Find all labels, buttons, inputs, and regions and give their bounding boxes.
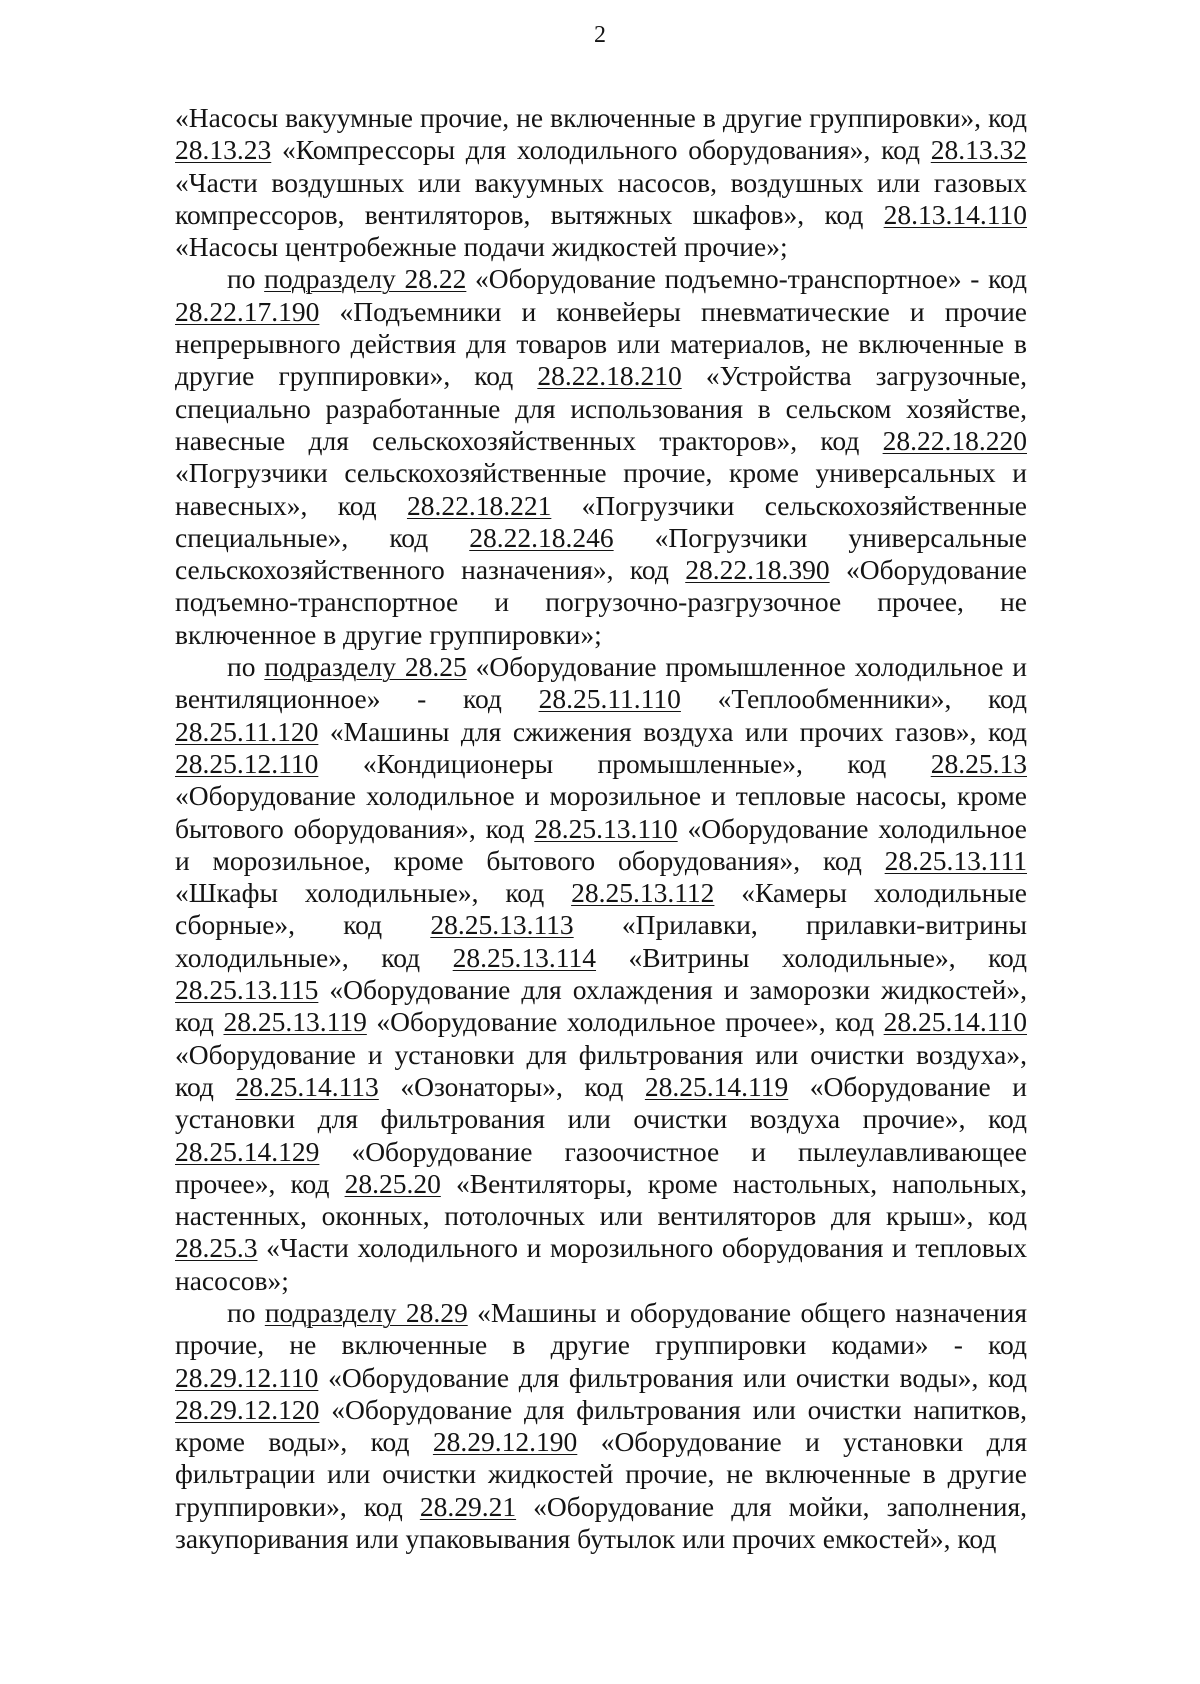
code-reference: подразделу 28.22 (264, 263, 467, 295)
code-reference: 28.25.11.120 (175, 715, 319, 747)
text-run: «Погрузчики сельскохозяйственные прочие, кроме универсальных и навесных», код (175, 457, 1027, 521)
text-run: «Оборудование и установки для фильтрования или очистки воздуха», код (175, 1038, 1027, 1102)
text-run: «Оборудование подъемно-транспортное» - код (466, 263, 1027, 295)
text-run: по (227, 1296, 265, 1328)
code-reference: 28.22.18.246 (469, 521, 614, 553)
document-body (175, 102, 1027, 1555)
code-reference: 28.29.12.120 (175, 1393, 320, 1425)
text-run: «Погрузчики универсальные сельскохозяйственного назначения», код (175, 521, 1027, 586)
code-reference: 28.25.13.115 (175, 974, 319, 1006)
code-reference: 28.29.12.110 (175, 1361, 319, 1393)
text-run: «Насосы вакуумные прочие, не включенные в другие группировки», код (175, 102, 1027, 133)
code-reference: 28.25.13.110 (534, 812, 678, 844)
text-run: «Насосы центробежные подачи жидкостей прочие»; (175, 231, 788, 263)
code-reference: 28.25.14.119 (644, 1070, 789, 1102)
text-run: «Оборудование для охлаждения и заморозки жидкостей», код (175, 974, 1027, 1038)
text-run: «Оборудование для фильтрования или очистки напитков, кроме воды», код (175, 1393, 1027, 1458)
text-run: «Оборудование и установки для фильтрации или очистки жидкостей прочие, не включенные в другие группировки», код (175, 1426, 1027, 1522)
code-reference: 28.13.23 (175, 134, 272, 166)
paragraph (175, 263, 1027, 651)
code-reference: 28.25.14.113 (235, 1070, 379, 1102)
paragraph (175, 1297, 1027, 1555)
code-reference: 28.13.32 (930, 134, 1027, 166)
text-run: «Камеры холодильные сборные», код (175, 877, 1027, 941)
code-reference: 28.25.20 (344, 1167, 441, 1199)
text-run: «Оборудование холодильное и морозильное и тепловые насосы, кроме бытового оборудования», код (175, 780, 1027, 844)
code-reference: 28.25.11.110 (538, 683, 681, 715)
page-number: 2 (594, 22, 606, 48)
text-run: «Устройства загрузочные, специально разработанные для использования в сельском хозяйстве, навесные для сельскохозяйственных тракторов», код (175, 360, 1027, 456)
code-reference: 28.25.12.110 (175, 747, 319, 779)
paragraph (175, 102, 1027, 263)
paragraph (175, 651, 1027, 1297)
text-run: «Шкафы холодильные», код (175, 877, 572, 909)
code-reference: 28.25.3 (175, 1232, 258, 1264)
code-reference: 28.25.13.112 (571, 877, 715, 909)
text-run: «Подъемники и конвейеры пневматические и прочие непрерывного действия для товаров или материалов, не включенные в другие группировки», код (175, 295, 1027, 392)
text-run: «Оборудование для фильтрования или очистки воды», код (318, 1361, 1027, 1393)
text-run: «Оборудование и установки для фильтрования или очистки воздуха прочие», код (175, 1070, 1027, 1135)
code-reference: 28.25.13.111 (884, 844, 1027, 876)
text-run: «Кондиционеры промышленные», код (318, 747, 931, 779)
text-run: «Теплообменники», код (680, 683, 1027, 715)
code-reference: 28.22.18.390 (685, 554, 830, 586)
code-reference: подразделу 28.29 (264, 1296, 468, 1328)
code-reference: 28.13.14.110 (883, 198, 1027, 230)
text-run: «Оборудование холодильное и морозильное, кроме бытового оборудования», код (175, 812, 1027, 876)
code-reference: 28.25.13.113 (430, 909, 574, 941)
text-run: по (227, 263, 265, 295)
text-run: «Вентиляторы, кроме настольных, напольных, настенных, оконных, потолочных или вентиляторов для крыш», код (175, 1167, 1027, 1232)
text-run: «Части воздушных или вакуумных насосов, воздушных или газовых компрессоров, вентиляторов, вытяжных шкафов», код (175, 166, 1027, 230)
code-reference: 28.25.14.110 (883, 1006, 1027, 1038)
text-run: «Машины и оборудование общего назначения прочие, не включенные в другие группировки кодами» - код (175, 1296, 1027, 1361)
text-run: «Погрузчики сельскохозяйственные специальные», код (175, 489, 1027, 553)
text-run: «Витрины холодильные», код (596, 941, 1027, 973)
text-run: «Озонаторы», код (378, 1070, 645, 1102)
text-run: «Оборудование для мойки, заполнения, закупоривания или упаковывания бутылок или прочих емкостей», код (175, 1490, 1027, 1555)
code-reference: 28.22.17.190 (175, 295, 320, 327)
code-reference: 28.25.14.129 (175, 1135, 320, 1167)
text-run: «Компрессоры для холодильного оборудования», код (271, 134, 931, 166)
code-reference: 28.29.21 (419, 1490, 517, 1522)
text-run: «Оборудование газоочистное и пылеулавливающее прочее», код (175, 1135, 1027, 1199)
code-reference: 28.25.13 (930, 747, 1027, 779)
code-reference: 28.25.13.114 (452, 941, 597, 973)
text-run: «Части холодильного и морозильного оборудования и тепловых насосов»; (175, 1232, 1027, 1296)
code-reference: 28.29.12.190 (432, 1426, 578, 1458)
text-run: «Прилавки, прилавки-витрины холодильные», код (175, 909, 1027, 973)
text-run: по (227, 651, 265, 683)
code-reference: подразделу 28.25 (264, 651, 467, 683)
code-reference: 28.22.18.221 (406, 489, 552, 521)
text-run: «Оборудование подъемно-транспортное и погрузочно-разгрузочное прочее, не включенное в другие группировки»; (175, 554, 1027, 650)
code-reference: 28.25.13.119 (223, 1006, 367, 1038)
code-reference: 28.22.18.210 (537, 360, 682, 392)
code-reference: 28.22.18.220 (882, 424, 1027, 456)
text-run: «Машины для сжижения воздуха или прочих газов», код (318, 715, 1027, 747)
text-run: «Оборудование промышленное холодильное и вентиляционное» - код (175, 651, 1027, 715)
text-run: «Оборудование холодильное прочее», код (366, 1006, 884, 1038)
